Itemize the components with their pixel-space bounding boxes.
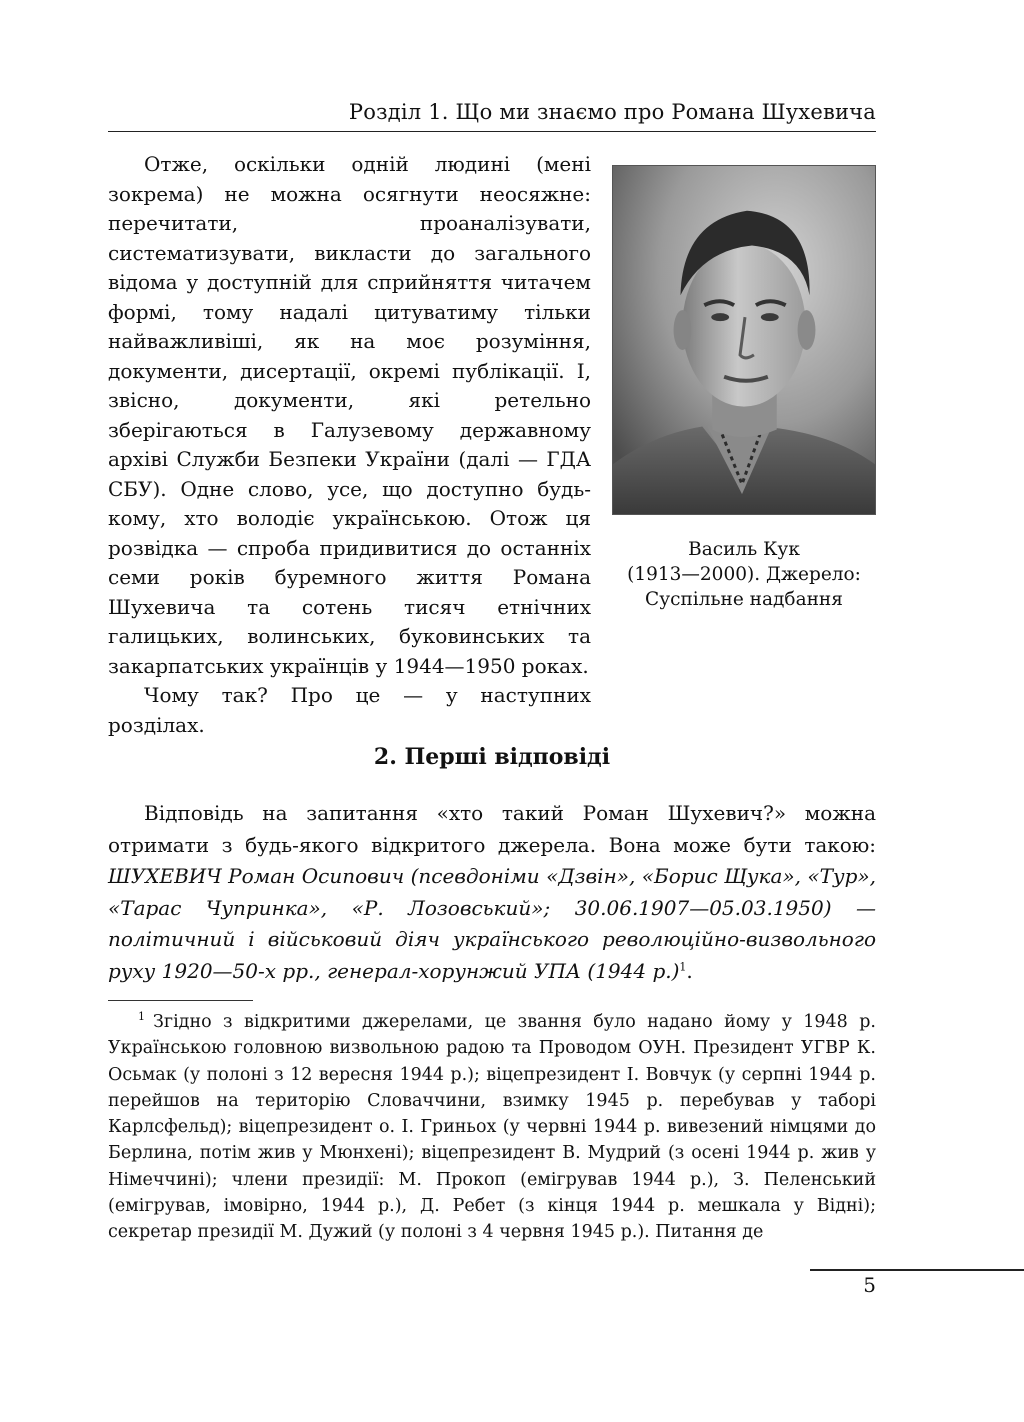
caption-line: Василь Кук	[688, 539, 800, 560]
intro-text	[108, 150, 591, 740]
intro-paragraph: Чому так? Про це — у наступних розділах.	[108, 683, 591, 737]
footnote-rule	[108, 1000, 253, 1001]
footnote-marker: 1	[138, 1010, 145, 1024]
section-heading: 2. Перші відповіді	[373, 744, 611, 770]
footnote-reference[interactable]: 1	[679, 959, 687, 973]
caption-line: (1913—2000). Джерело:	[627, 564, 861, 585]
page-number: 5	[863, 1273, 876, 1297]
section-paragraph	[108, 798, 876, 987]
photo-caption	[612, 537, 876, 612]
portrait-illustration	[613, 166, 875, 514]
intro-paragraph: Отже, оскільки одній людині (мені зокрема) не можна осягнути неосяжне: перечитати, проаналізувати, систематизувати, викласти до загального відома у доступній для сприйняття читачем формі, тому надалі цитуватиму тільки найважливіші, як на моє розуміння, документи, дисертації, окремі публікації. І, звісно, документи, які ретельно зберігаються в Галузевому державному архіві Служби Безпеки України (далі — ГДА СБУ). Одне слово, усе, що доступно будь-кому, хто володіє українською. Отож ця розвідка — спроба придивитися до останніх семи років буремного життя Романа Шухевича та сотень тисяч етнічних галицьких, волинських, буковинських та закарпатських українців у 1944—1950 роках.	[108, 152, 591, 678]
footnote-text: Згідно з відкритими джерелами, це звання було надано йому у 1948 р. Українською головною визвольною радою та Проводом ОУН. Президент УГВР К. Осьмак (у полоні з 12 вересня 1944 р.); віцепрезидент І. Вовчук (у серпні 1944 р. перейшов на територію Словаччини, взимку 1945 р. перебував у таборі Карлсфельд); віцепрезидент о. І. Гриньох (у червні 1944 р. вивезений німцями до Берлина, потім жив у Мюнхені); віцепрезидент В. Мудрий (з осені 1944 р. жив у Німеччині); члени президії: М. Прокоп (емігрував 1944 р.), З. Пеленський (емігрував, імовірно, 1944 р.), Д. Ребет (з кінця 1944 р. мешкала у Відні); секретар президії М. Дужий (у полоні з 4 червня 1945 р.). Питання де	[108, 1012, 876, 1243]
footer-rule	[810, 1269, 1024, 1271]
portrait-photo	[612, 165, 876, 515]
paragraph-text: Відповідь на запитання «хто такий Роман Шухевич?» можна отримати з будь-якого відкритого джерела. Вона може бути такою:	[108, 801, 876, 857]
header-rule	[108, 131, 876, 132]
running-header: Розділ 1. Що ми знаємо про Романа Шухевича	[348, 100, 876, 124]
footnote	[108, 1009, 876, 1246]
caption-line: Суспільне надбання	[645, 589, 843, 610]
paragraph-end: .	[686, 958, 693, 983]
definition-italic: ШУХЕВИЧ Роман Осипович (псевдоніми «Дзвін», «Борис Щука», «Тур», «Тарас Чупринка», «Р. Лозовський»; 30.06.1907—05.03.1950) — політичний і військовий діяч українського революційно-визвольного руху 1920—50-х рр., генерал-хорунжий УПА (1944 р.)	[108, 864, 876, 983]
